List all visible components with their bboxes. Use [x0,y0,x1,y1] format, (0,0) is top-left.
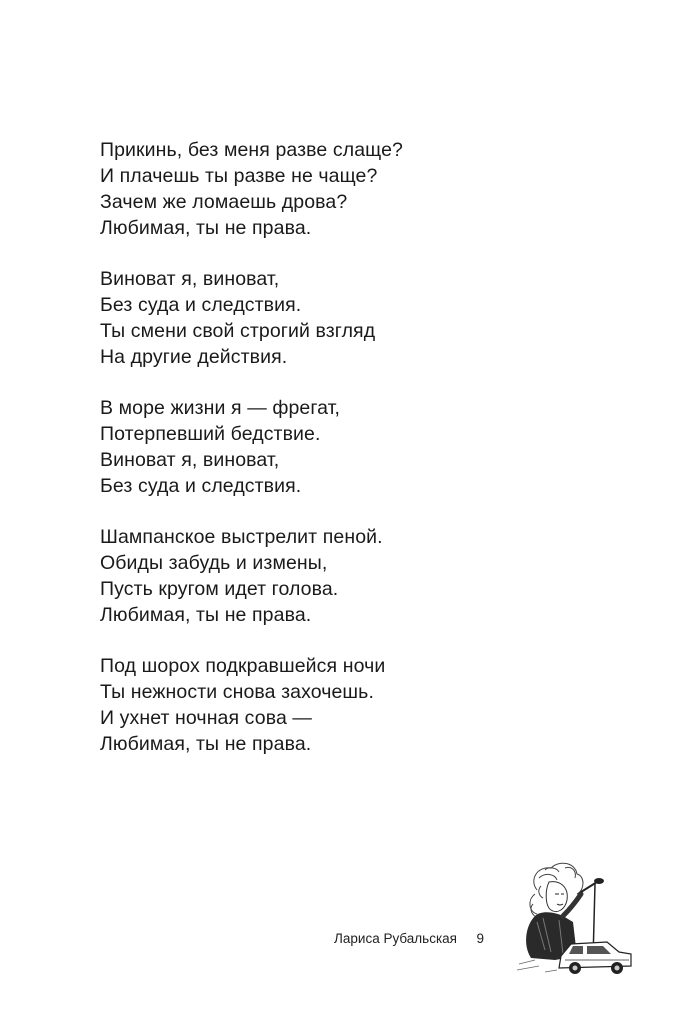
poem-line: Под шорох подкравшейся ночи [100,655,386,677]
poem-line: Ты нежности снова захочешь. [100,681,374,703]
poem-line: В море жизни я — фрегат, [100,397,341,419]
stanza-5 [100,653,580,757]
page-footer [300,929,490,949]
poem-line: Зачем же ломаешь дрова? [100,191,348,213]
poem-line: Обиды забудь и измены, [100,552,328,574]
poem-line: Шампанское выстрелит пеной. [100,526,383,548]
page-number: 9 [476,931,484,946]
poem-line: Прикинь, без меня разве слаще? [100,139,403,161]
footer-author: Лариса Рубальская [334,931,457,946]
poem-line: Виноват я, виноват, [100,268,280,290]
stanza-1 [100,137,580,241]
poem-line: Без суда и следствия. [100,475,302,497]
stanza-2 [100,266,580,370]
singer-illustration [515,860,637,978]
poem-line: И ухнет ночная сова — [100,707,313,729]
poem-line: Пусть кругом идет голова. [100,578,339,600]
poem-line: И плачешь ты разве не чаще? [100,165,378,187]
poem-line: Виноват я, виноват, [100,449,280,471]
stanza-3 [100,395,580,499]
poem-line: Любимая, ты не права. [100,604,312,626]
poem-line: Потерпевший бедствие. [100,423,321,445]
poem-line: Без суда и следствия. [100,294,302,316]
poem [100,137,580,782]
poem-line: Ты смени свой строгий взгляд [100,320,376,342]
stanza-4 [100,524,580,628]
poem-line: Любимая, ты не права. [100,733,312,755]
poem-line: Любимая, ты не права. [100,217,312,239]
poem-line: На другие действия. [100,346,288,368]
